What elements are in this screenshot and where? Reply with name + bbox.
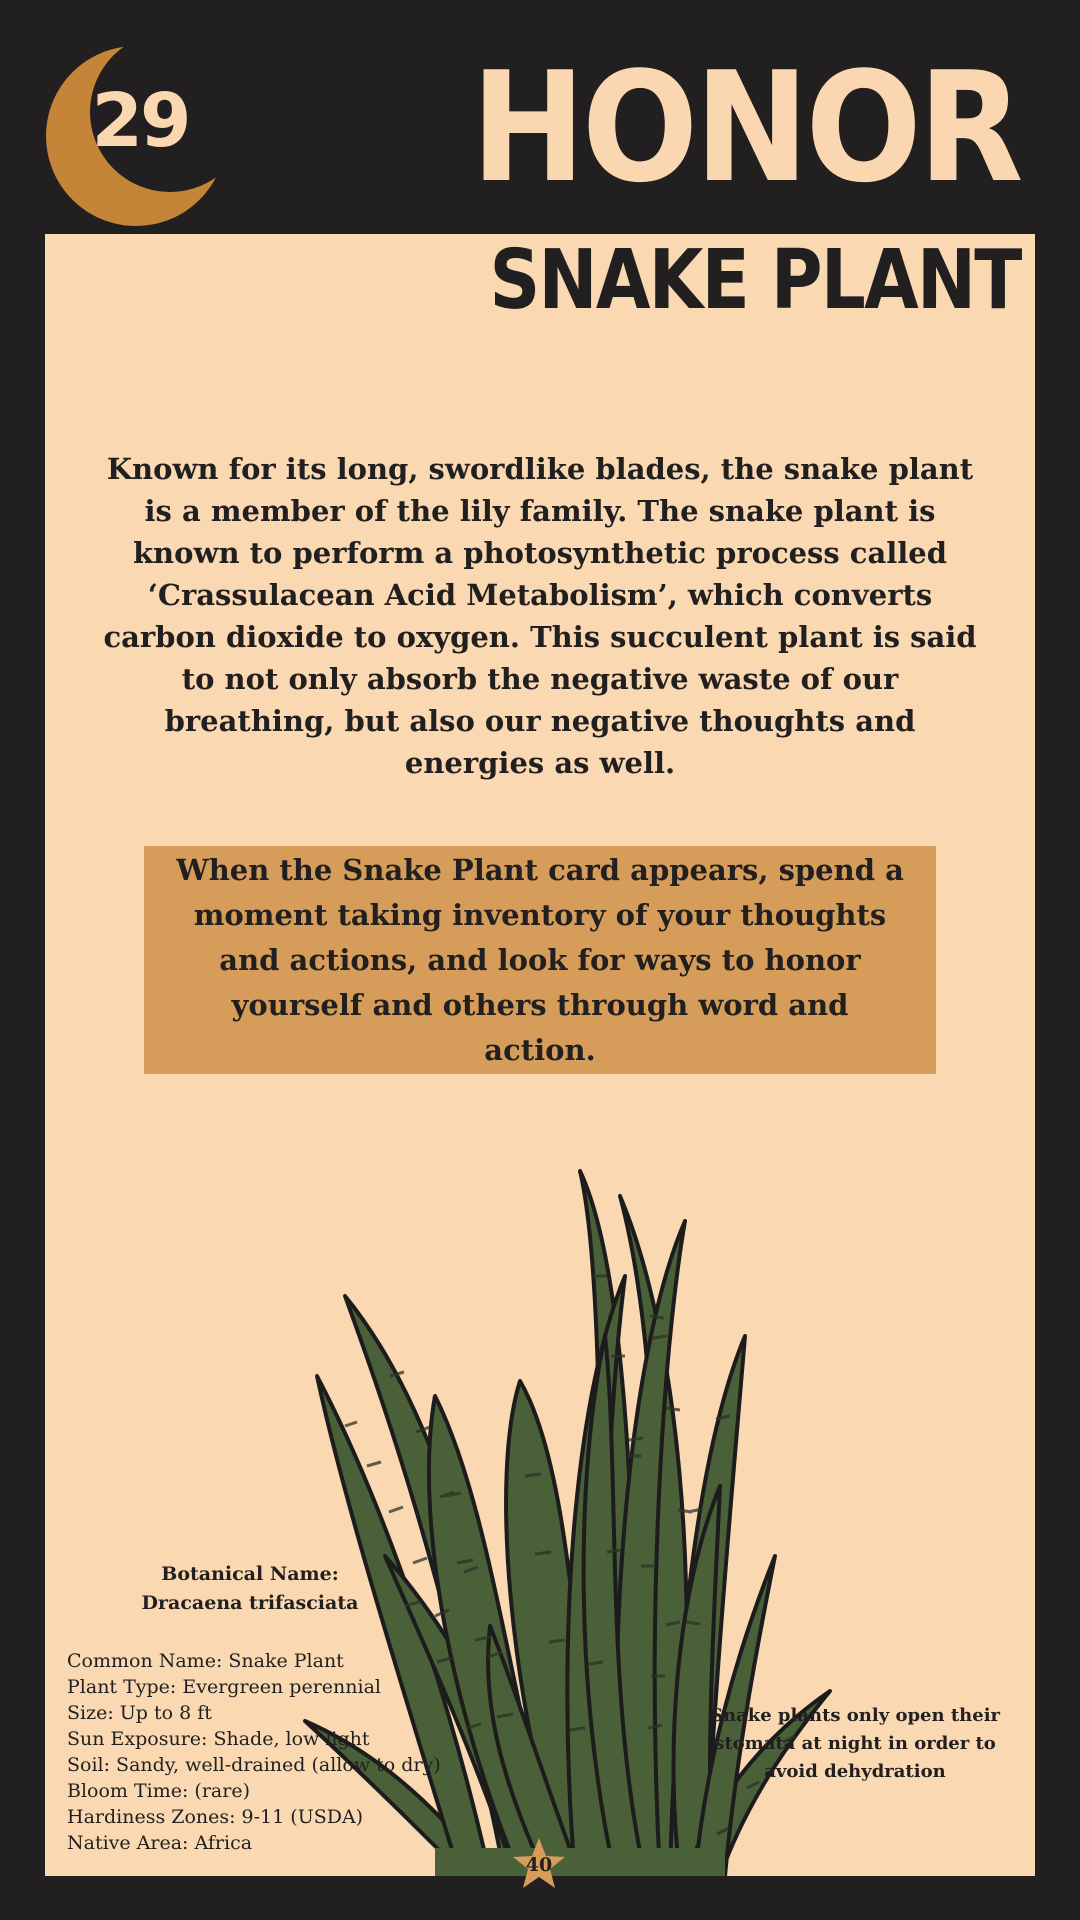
card-message-text: When the Snake Plant card appears, spend a moment taking inventory of your thoughts and actions, and look for ways to honor yourself and others through word and action.	[176, 852, 904, 1067]
fact-size: Size: Up to 8 ft	[67, 1702, 212, 1724]
plant-facts-list	[67, 1648, 441, 1856]
botanical-name-value: Dracaena trifasciata	[141, 1592, 359, 1614]
botanical-name-block	[55, 1560, 445, 1618]
fact-common-name: Common Name: Snake Plant	[67, 1650, 344, 1672]
fun-fact-text: Snake plants only open their stomata at night in order to avoid dehydration	[709, 1705, 1001, 1782]
page-number: 40	[525, 1854, 553, 1876]
plant-name-heading: SNAKE PLANT	[489, 233, 1021, 328]
card-number: 29	[91, 78, 189, 164]
fact-plant-type: Plant Type: Evergreen perennial	[67, 1676, 381, 1698]
botanical-name-label: Botanical Name:	[161, 1563, 339, 1585]
fact-sun-exposure: Sun Exposure: Shade, low light	[67, 1728, 370, 1750]
fact-soil: Soil: Sandy, well-drained (allow to dry)	[67, 1754, 441, 1776]
plant-description: Known for its long, swordlike blades, the snake plant is a member of the lily family. The snake plant is known to perform a photosynthetic process called ‘Crassulacean Acid Metabolism’, which converts carbon dioxide to oxygen. This succulent plant is said to not only absorb the negative waste of our breathing, but also our negative thoughts and energies as well.	[103, 452, 977, 780]
card-theme-title: HONOR	[471, 39, 1020, 216]
fact-bloom-time: Bloom Time: (rare)	[67, 1780, 250, 1802]
card-message-box	[144, 846, 936, 1074]
fact-hardiness-zones: Hardiness Zones: 9-11 (USDA)	[67, 1806, 364, 1828]
card-panel	[45, 234, 1035, 1876]
fact-native-area: Native Area: Africa	[67, 1832, 253, 1854]
